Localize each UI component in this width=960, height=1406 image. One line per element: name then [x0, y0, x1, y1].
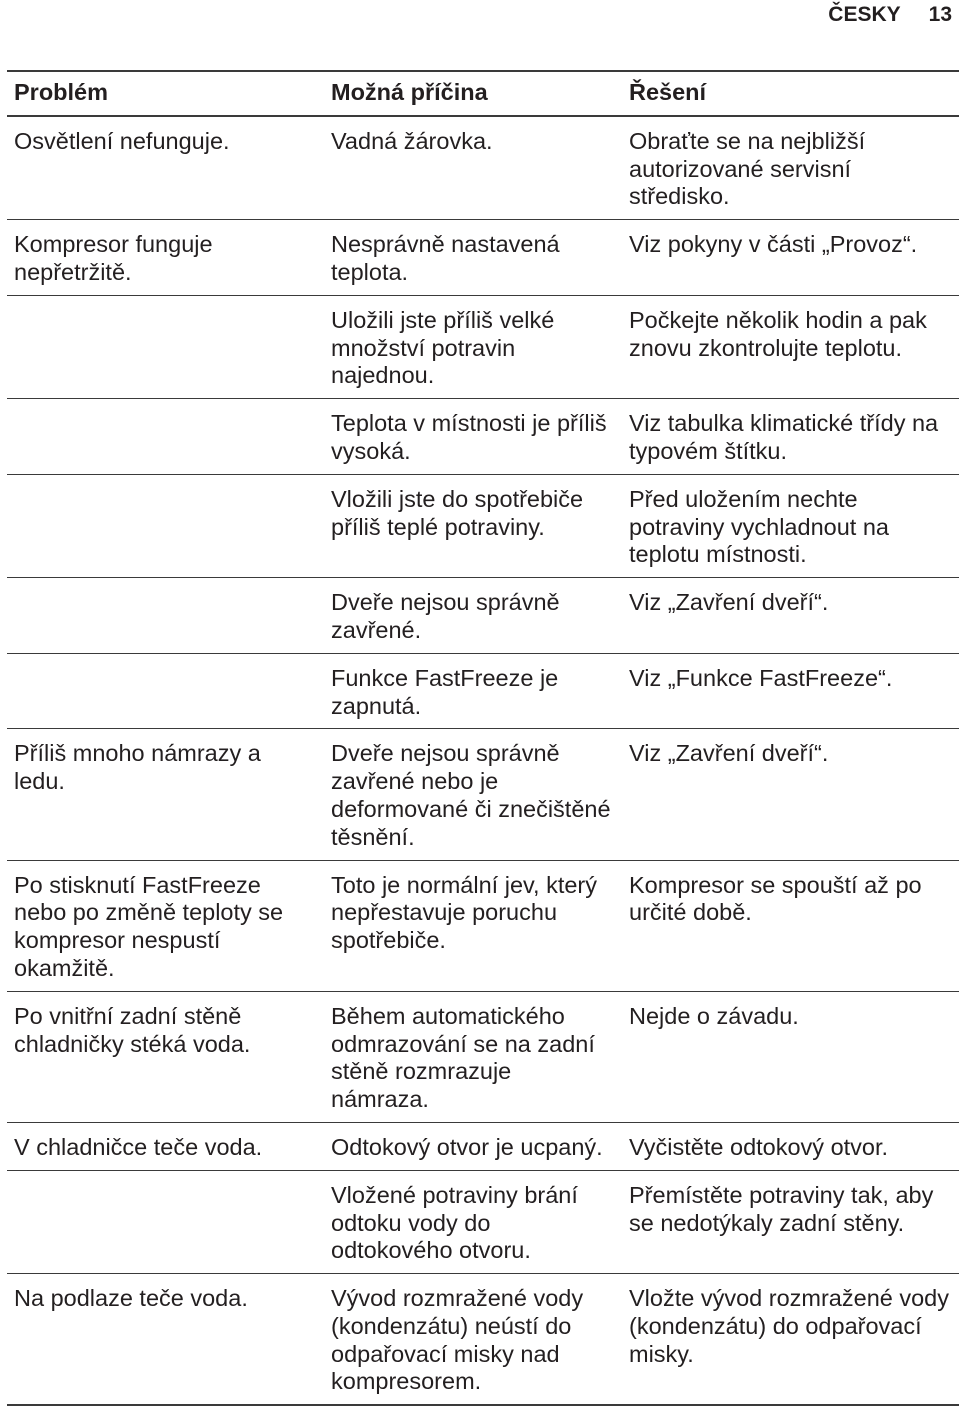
solution-cell: Viz pokyny v části „Provoz“.	[622, 220, 959, 296]
header-solution: Řešení	[622, 72, 959, 116]
solution-cell: Před uložením nechte potraviny vychladnout na teplotu místnosti.	[622, 474, 959, 577]
cause-cell: Dveře nejsou správně zavřené.	[324, 578, 622, 654]
cause-cell: Vadná žárovka.	[324, 116, 622, 220]
cause-cell: Během automatického odmrazování se na zadní stěně rozmrazuje námraza.	[324, 991, 622, 1122]
solution-cell: Počkejte několik hodin a pak znovu zkontrolujte teplotu.	[622, 295, 959, 398]
table-row	[7, 729, 959, 860]
solution-cell: Viz „Funkce FastFreeze“.	[622, 653, 959, 729]
cause-cell: Vložili jste do spotřebiče příliš teplé potraviny.	[324, 474, 622, 577]
table-header-row	[7, 72, 959, 116]
table-row	[7, 1122, 959, 1170]
table-row	[7, 399, 959, 475]
problem-cell: Na podlaze teče voda.	[7, 1274, 324, 1406]
table-row	[7, 220, 959, 296]
table-row	[7, 474, 959, 577]
problem-cell: Kompresor funguje nepřetržitě.	[7, 220, 324, 296]
problem-cell: Příliš mnoho námrazy a ledu.	[7, 729, 324, 860]
problem-cell: Po stisknutí FastFreeze nebo po změně teploty se kompresor nespustí okamžitě.	[7, 860, 324, 991]
cause-cell: Odtokový otvor je ucpaný.	[324, 1122, 622, 1170]
problem-cell	[7, 578, 324, 654]
problem-cell: V chladničce teče voda.	[7, 1122, 324, 1170]
problem-cell	[7, 1170, 324, 1273]
cause-cell: Nesprávně nastavená teplota.	[324, 220, 622, 296]
solution-cell: Viz „Zavření dveří“.	[622, 578, 959, 654]
cause-cell: Teplota v místnosti je příliš vysoká.	[324, 399, 622, 475]
header-problem: Problém	[7, 72, 324, 116]
cause-cell: Toto je normální jev, který nepřestavuje poruchu spotřebiče.	[324, 860, 622, 991]
page-number: 13	[928, 3, 952, 26]
header-cause: Možná příčina	[324, 72, 622, 116]
solution-cell: Kompresor se spouští až po určité době.	[622, 860, 959, 991]
cause-cell: Dveře nejsou správně zavřené nebo je deformované či znečištěné těsnění.	[324, 729, 622, 860]
problem-cell	[7, 474, 324, 577]
table-row	[7, 860, 959, 991]
problem-cell	[7, 653, 324, 729]
solution-cell: Vyčistěte odtokový otvor.	[622, 1122, 959, 1170]
solution-cell: Viz tabulka klimatické třídy na typovém štítku.	[622, 399, 959, 475]
cause-cell: Vývod rozmražené vody (kondenzátu) neústí do odpařovací misky nad kompresorem.	[324, 1274, 622, 1406]
page-header	[828, 3, 952, 27]
table-row	[7, 116, 959, 220]
problem-cell: Osvětlení nefunguje.	[7, 116, 324, 220]
table-row	[7, 991, 959, 1122]
solution-cell: Nejde o závadu.	[622, 991, 959, 1122]
cause-cell: Vložené potraviny brání odtoku vody do odtokového otvoru.	[324, 1170, 622, 1273]
table-row	[7, 295, 959, 398]
cause-cell: Funkce FastFreeze je zapnutá.	[324, 653, 622, 729]
table-row	[7, 1170, 959, 1273]
solution-cell: Viz „Zavření dveří“.	[622, 729, 959, 860]
problem-cell	[7, 399, 324, 475]
table-row	[7, 578, 959, 654]
table-row	[7, 1274, 959, 1406]
solution-cell: Vložte vývod rozmražené vody (kondenzátu) do odpařovací misky.	[622, 1274, 959, 1406]
table-row	[7, 653, 959, 729]
solution-cell: Obraťte se na nejbližší autorizované servisní středisko.	[622, 116, 959, 220]
problem-cell	[7, 295, 324, 398]
cause-cell: Uložili jste příliš velké množství potravin najednou.	[324, 295, 622, 398]
troubleshooting-table	[7, 72, 959, 1406]
language-label: ČESKY	[828, 3, 901, 26]
problem-cell: Po vnitřní zadní stěně chladničky stéká voda.	[7, 991, 324, 1122]
solution-cell: Přemístěte potraviny tak, aby se nedotýkaly zadní stěny.	[622, 1170, 959, 1273]
